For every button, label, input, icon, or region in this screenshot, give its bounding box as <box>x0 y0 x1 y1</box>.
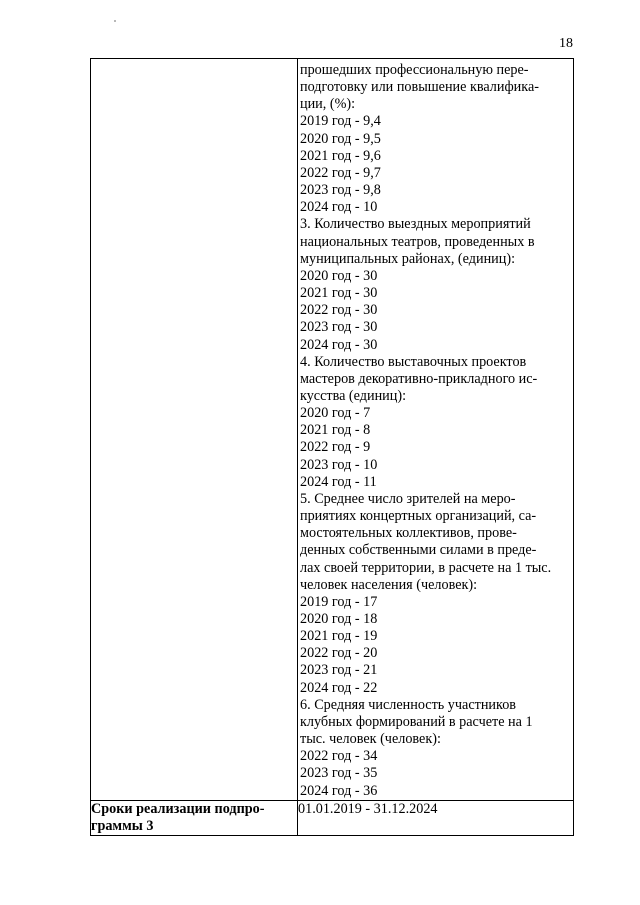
indicator-line: 2019 год - 17 <box>300 593 378 610</box>
indicator-line: приятиях концертных организаций, са- <box>300 508 537 525</box>
indicator-line: 2024 год - 30 <box>300 336 378 353</box>
indicator-line: 2022 год - 9 <box>300 439 371 456</box>
indicator-line: 2024 год - 10 <box>300 199 378 216</box>
indicator-line: человек населения (человек): <box>300 576 478 593</box>
indicator-line: 2024 год - 11 <box>300 473 377 490</box>
indicator-line: клубных формирований в расчете на 1 <box>300 713 533 730</box>
indicator-line: подготовку или повышение квалифика- <box>300 79 539 96</box>
indicator-line: 2019 год - 9,4 <box>300 113 381 130</box>
indicator-line: прошедших профессиональную пере- <box>300 62 529 78</box>
indicator-line: 2023 год - 21 <box>300 662 378 679</box>
indicator-line: 2021 год - 30 <box>300 285 378 302</box>
indicator-line: мастеров декоративно-прикладного ис- <box>300 370 538 387</box>
indicator-line: 2023 год - 10 <box>300 456 378 473</box>
indicator-line: мостоятельных коллективов, прове- <box>300 525 517 542</box>
indicator-line: 2022 год - 9,7 <box>300 164 381 181</box>
term-value-cell <box>298 800 574 835</box>
indicator-line: ции, (%): <box>300 96 356 113</box>
term-label-line: Сроки реализации подпро- <box>91 800 265 817</box>
term-label-cell <box>91 800 298 835</box>
indicator-line: 4. Количество выставочных проектов <box>300 353 527 370</box>
indicator-line: 2023 год - 9,8 <box>300 182 381 199</box>
program-passport-table <box>90 58 574 836</box>
indicator-line: муниципальных районах, (единиц): <box>300 250 516 267</box>
indicator-line: лах своей территории, в расчете на 1 тыс. <box>300 559 552 576</box>
indicator-line: 5. Среднее число зрителей на меро- <box>300 490 516 507</box>
indicator-line: 2024 год - 36 <box>300 782 378 799</box>
indicator-line: 2020 год - 18 <box>300 611 378 627</box>
indicators-text <box>298 59 573 800</box>
indicator-line: 2023 год - 35 <box>300 765 378 782</box>
indicator-line: национальных театров, проведенных в <box>300 233 535 250</box>
indicators-value-cell <box>298 59 574 801</box>
indicators-row <box>91 59 574 801</box>
indicator-line: тыс. человек (человек): <box>300 731 441 748</box>
indicator-line: 2022 год - 30 <box>300 302 378 319</box>
indicator-line: 2022 год - 20 <box>300 645 378 662</box>
indicator-line: 2021 год - 19 <box>300 628 378 645</box>
term-label-line: граммы 3 <box>91 817 154 834</box>
scan-mark <box>114 20 116 22</box>
indicator-line: 6. Средняя численность участников <box>300 696 516 713</box>
indicator-line: 2020 год - 7 <box>300 405 371 422</box>
indicator-line: денных собственными силами в преде- <box>300 542 537 559</box>
term-row <box>91 800 574 835</box>
indicator-line: кусства (единиц): <box>300 387 407 404</box>
indicator-line: 3. Количество выездных мероприятий <box>300 216 531 233</box>
term-value: 01.01.2019 - 31.12.2024 <box>298 800 438 817</box>
indicator-line: 2024 год - 22 <box>300 679 378 696</box>
indicators-label-cell <box>91 59 298 801</box>
indicator-line: 2020 год - 30 <box>300 267 378 284</box>
indicator-line: 2020 год - 9,5 <box>300 130 381 147</box>
indicator-line: 2021 год - 8 <box>300 422 371 439</box>
indicator-line: 2022 год - 34 <box>300 748 378 765</box>
indicator-line: 2023 год - 30 <box>300 319 378 336</box>
page-number: 18 <box>559 36 573 51</box>
indicator-line: 2021 год - 9,6 <box>300 147 381 164</box>
